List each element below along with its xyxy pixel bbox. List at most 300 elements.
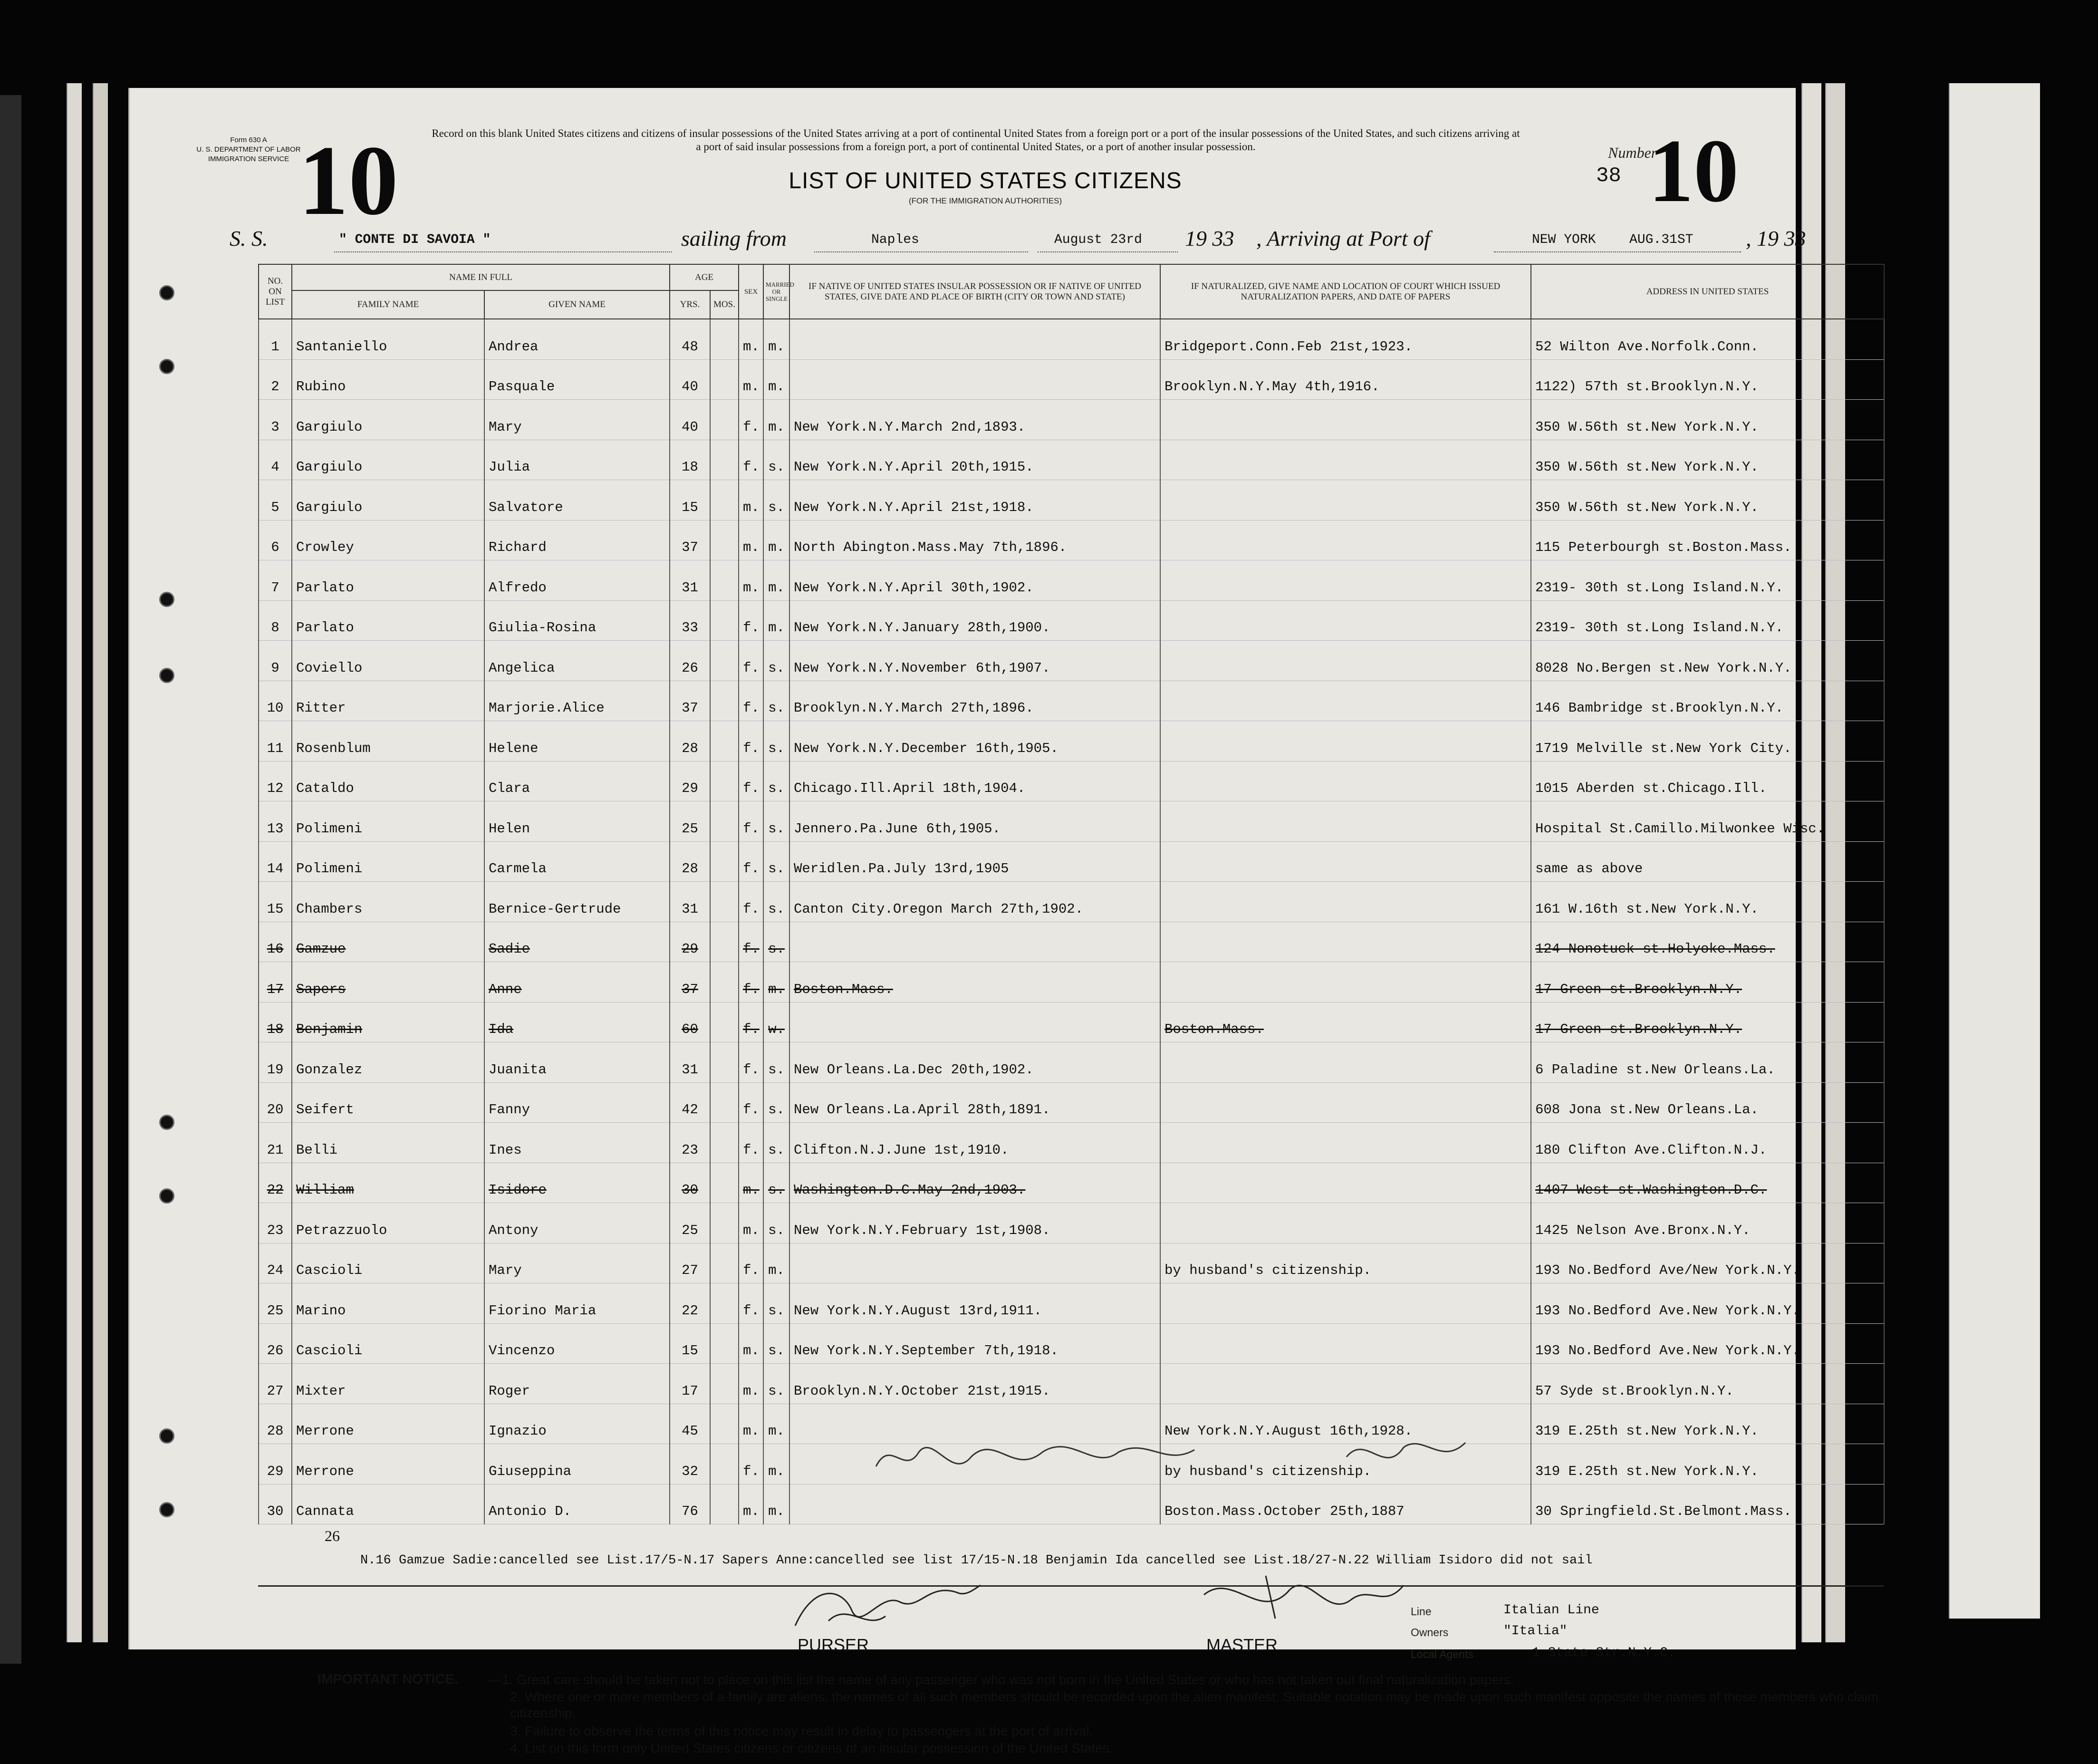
age-years: 45 xyxy=(670,1404,710,1444)
age-months xyxy=(710,882,739,922)
marital-status: s. xyxy=(763,761,789,801)
row-number: 7 xyxy=(259,560,292,601)
marital-status: m. xyxy=(763,1243,789,1283)
given-name: Clara xyxy=(484,761,670,801)
marital-status: m. xyxy=(763,520,789,560)
table-row xyxy=(259,1163,1884,1203)
sex: f. xyxy=(739,1042,763,1083)
age-years: 76 xyxy=(670,1484,710,1524)
age-years: 31 xyxy=(670,560,710,601)
age-years: 37 xyxy=(670,681,710,721)
record-instructions: Record on this blank United States citizens and citizens of insular possessions of the United States arriving at a port of continental United States from a foreign port or a port of the insular possessions of the United States, and such citizens arriving at a port of said insular possessions from a foreign port, a port of continental United States, or a port of another insular possession. xyxy=(432,127,1520,153)
page-edge-strip xyxy=(93,83,108,1642)
family-name: William xyxy=(292,1163,484,1203)
given-name: Carmela xyxy=(484,841,670,882)
marital-status: s. xyxy=(763,1203,789,1243)
signature-divider xyxy=(258,1585,1884,1587)
birth-place-date: New York.N.Y.December 16th,1905. xyxy=(789,721,1160,762)
underline xyxy=(1494,251,1741,252)
table-row xyxy=(259,1002,1884,1042)
marital-status: m. xyxy=(763,1444,789,1484)
given-name: Giuseppina xyxy=(484,1444,670,1484)
page-title: LIST OF UNITED STATES CITIZENS xyxy=(789,168,1182,193)
table-row xyxy=(259,359,1884,400)
master-label: MASTER xyxy=(1206,1635,1278,1655)
family-name: Merrone xyxy=(292,1404,484,1444)
birth-place-date: New Orleans.La.Dec 20th,1902. xyxy=(789,1042,1160,1083)
year-to: , 19 33 xyxy=(1746,226,1806,251)
age-months xyxy=(710,400,739,440)
family-name: Gonzalez xyxy=(292,1042,484,1083)
age-years: 60 xyxy=(670,1002,710,1042)
given-name: Roger xyxy=(484,1364,670,1404)
given-name: Ignazio xyxy=(484,1404,670,1444)
notice-item: 4. List on this form only United States citizens or citizens of an insular possession of the United States. xyxy=(510,1741,1113,1755)
age-months xyxy=(710,1042,739,1083)
age-years: 32 xyxy=(670,1444,710,1484)
family-name: Gargiulo xyxy=(292,480,484,521)
marital-status: m. xyxy=(763,400,789,440)
voyage-line xyxy=(230,226,1808,259)
line-value: Italian Line xyxy=(1503,1603,1599,1618)
sex: m. xyxy=(739,520,763,560)
age-months xyxy=(710,480,739,521)
us-address: 319 E.25th st.New York.N.Y. xyxy=(1531,1404,1884,1444)
naturalization xyxy=(1160,520,1531,560)
age-years: 29 xyxy=(670,761,710,801)
age-years: 25 xyxy=(670,801,710,842)
table-row xyxy=(259,1283,1884,1324)
family-name: Gargiulo xyxy=(292,400,484,440)
row-number: 27 xyxy=(259,1364,292,1404)
row-number: 5 xyxy=(259,480,292,521)
family-name: Chambers xyxy=(292,882,484,922)
naturalization: by husband's citizenship. xyxy=(1160,1444,1531,1484)
notice-item: —1. Great care should be taken not to place on this list the name of any passenger who was not born in the United States or who has not taken out final naturalization papers. xyxy=(489,1672,1514,1687)
naturalization: New York.N.Y.August 16th,1928. xyxy=(1160,1404,1531,1444)
row-number: 30 xyxy=(259,1484,292,1524)
owners-value: "Italia" xyxy=(1503,1624,1568,1639)
age-months xyxy=(710,560,739,601)
table-row xyxy=(259,560,1884,601)
age-years: 29 xyxy=(670,922,710,962)
us-address: 1122) 57th st.Brooklyn.N.Y. xyxy=(1531,359,1884,400)
punch-hole xyxy=(159,1428,174,1444)
age-years: 31 xyxy=(670,1042,710,1083)
passenger-table xyxy=(258,264,1885,1524)
family-name: Rubino xyxy=(292,359,484,400)
sex: f. xyxy=(739,600,763,641)
age-months xyxy=(710,1404,739,1444)
family-name: Mixter xyxy=(292,1364,484,1404)
table-row xyxy=(259,761,1884,801)
marital-status: m. xyxy=(763,319,789,359)
naturalization xyxy=(1160,480,1531,521)
sex: f. xyxy=(739,962,763,1002)
row-number: 20 xyxy=(259,1082,292,1123)
naturalization xyxy=(1160,922,1531,962)
age-months xyxy=(710,1484,739,1524)
us-address: 57 Syde st.Brooklyn.N.Y. xyxy=(1531,1364,1884,1404)
given-name: Juanita xyxy=(484,1042,670,1083)
us-address: 350 W.56th st.New York.N.Y. xyxy=(1531,440,1884,480)
age-months xyxy=(710,359,739,400)
marital-status: m. xyxy=(763,1404,789,1444)
us-address: 124 Nonotuck st.Holyoke.Mass. xyxy=(1531,922,1884,962)
table-row xyxy=(259,480,1884,521)
marital-status: s. xyxy=(763,1123,789,1163)
arriving-label: , Arriving at Port of xyxy=(1256,226,1430,251)
sex: m. xyxy=(739,1364,763,1404)
family-name: Cascioli xyxy=(292,1323,484,1364)
birth-place-date: Chicago.Ill.April 18th,1904. xyxy=(789,761,1160,801)
row-number: 19 xyxy=(259,1042,292,1083)
row-number: 13 xyxy=(259,801,292,842)
table-row xyxy=(259,962,1884,1002)
col-age: AGE xyxy=(670,264,739,290)
family-name: Gargiulo xyxy=(292,440,484,480)
given-name: Pasquale xyxy=(484,359,670,400)
birth-place-date xyxy=(789,359,1160,400)
row-number: 15 xyxy=(259,882,292,922)
family-name: Merrone xyxy=(292,1444,484,1484)
given-name: Angelica xyxy=(484,641,670,681)
table-row xyxy=(259,1364,1884,1404)
row-number: 11 xyxy=(259,721,292,762)
col-yrs: YRS. xyxy=(670,290,710,319)
sex: f. xyxy=(739,841,763,882)
birth-place-date: Washington.D.C.May 2nd,1903. xyxy=(789,1163,1160,1203)
sex: f. xyxy=(739,922,763,962)
table-row xyxy=(259,641,1884,681)
table-row xyxy=(259,440,1884,480)
age-years: 28 xyxy=(670,721,710,762)
family-name: Rosenblum xyxy=(292,721,484,762)
family-name: Cascioli xyxy=(292,1243,484,1283)
row-number: 10 xyxy=(259,681,292,721)
sex: f. xyxy=(739,1082,763,1123)
us-address: 146 Bambridge st.Brooklyn.N.Y. xyxy=(1531,681,1884,721)
agents-value: 1 State Str.N.Y.C. xyxy=(1532,1646,1676,1660)
underline xyxy=(334,251,672,252)
family-name: Polimeni xyxy=(292,841,484,882)
row-number: 16 xyxy=(259,922,292,962)
total-count: 26 xyxy=(325,1527,340,1544)
marital-status: s. xyxy=(763,1323,789,1364)
us-address: 180 Clifton Ave.Clifton.N.J. xyxy=(1531,1123,1884,1163)
birth-place-date: Boston.Mass. xyxy=(789,962,1160,1002)
us-address: 1015 Aberden st.Chicago.Ill. xyxy=(1531,761,1884,801)
sex: m. xyxy=(739,359,763,400)
marital-status: m. xyxy=(763,962,789,1002)
age-years: 33 xyxy=(670,600,710,641)
sex: m. xyxy=(739,1323,763,1364)
birth-place-date: New York.N.Y.February 1st,1908. xyxy=(789,1203,1160,1243)
age-months xyxy=(710,1243,739,1283)
naturalization: Brooklyn.N.Y.May 4th,1916. xyxy=(1160,359,1531,400)
sex: f. xyxy=(739,681,763,721)
us-address: 193 No.Bedford Ave.New York.N.Y. xyxy=(1531,1323,1884,1364)
us-address: 1425 Nelson Ave.Bronx.N.Y. xyxy=(1531,1203,1884,1243)
col-address: ADDRESS IN UNITED STATES xyxy=(1531,264,1884,319)
marital-status: s. xyxy=(763,641,789,681)
age-months xyxy=(710,1323,739,1364)
list-number-stamp: 10 xyxy=(1648,121,1739,221)
sex: m. xyxy=(739,1484,763,1524)
line-label: Line xyxy=(1411,1605,1432,1618)
us-address: same as above xyxy=(1531,841,1884,882)
age-months xyxy=(710,681,739,721)
given-name: Alfredo xyxy=(484,560,670,601)
row-number: 8 xyxy=(259,600,292,641)
naturalization xyxy=(1160,681,1531,721)
col-given-name: GIVEN NAME xyxy=(484,290,670,319)
table-row xyxy=(259,841,1884,882)
naturalization xyxy=(1160,761,1531,801)
manifest-page xyxy=(128,88,1879,1755)
given-name: Ida xyxy=(484,1002,670,1042)
row-number: 21 xyxy=(259,1123,292,1163)
age-years: 15 xyxy=(670,1323,710,1364)
age-years: 30 xyxy=(670,1163,710,1203)
punch-hole xyxy=(159,1188,174,1204)
age-months xyxy=(710,962,739,1002)
family-name: Gamzue xyxy=(292,922,484,962)
row-number: 25 xyxy=(259,1283,292,1324)
table-row xyxy=(259,1203,1884,1243)
row-number: 24 xyxy=(259,1243,292,1283)
row-number: 17 xyxy=(259,962,292,1002)
family-name: Petrazzuolo xyxy=(292,1203,484,1243)
age-months xyxy=(710,641,739,681)
birth-place-date: New York.N.Y.April 30th,1902. xyxy=(789,560,1160,601)
given-name: Anne xyxy=(484,962,670,1002)
age-years: 23 xyxy=(670,1123,710,1163)
col-family-name: FAMILY NAME xyxy=(292,290,484,319)
table-row xyxy=(259,1042,1884,1083)
date-to: AUG.31ST xyxy=(1629,232,1694,247)
table-row xyxy=(259,1243,1884,1283)
row-number: 22 xyxy=(259,1163,292,1203)
naturalization: by husband's citizenship. xyxy=(1160,1243,1531,1283)
age-months xyxy=(710,1444,739,1484)
naturalization xyxy=(1160,841,1531,882)
col-mos: MOS. xyxy=(710,290,739,319)
family-name: Cataldo xyxy=(292,761,484,801)
marital-status: s. xyxy=(763,1042,789,1083)
sex: m. xyxy=(739,1404,763,1444)
master-signature xyxy=(1194,1566,1413,1630)
family-name: Polimeni xyxy=(292,801,484,842)
marital-status: s. xyxy=(763,1283,789,1324)
punch-hole xyxy=(159,592,174,607)
form-number-stamp-left: 10 xyxy=(298,125,398,236)
col-no: NO. ON LIST xyxy=(259,264,292,319)
table-row xyxy=(259,721,1884,762)
naturalization xyxy=(1160,1123,1531,1163)
given-name: Vincenzo xyxy=(484,1323,670,1364)
marital-status: s. xyxy=(763,882,789,922)
us-address: 17 Green st.Brooklyn.N.Y. xyxy=(1531,962,1884,1002)
row-number: 12 xyxy=(259,761,292,801)
us-address: 2319- 30th st.Long Island.N.Y. xyxy=(1531,560,1884,601)
given-name: Fanny xyxy=(484,1082,670,1123)
table-row xyxy=(259,600,1884,641)
naturalization xyxy=(1160,1283,1531,1324)
birth-place-date: New York.N.Y.September 7th,1918. xyxy=(789,1323,1160,1364)
age-months xyxy=(710,600,739,641)
marital-status: s. xyxy=(763,480,789,521)
birth-place-date: Canton City.Oregon March 27th,1902. xyxy=(789,882,1160,922)
marital-status: s. xyxy=(763,801,789,842)
birth-place-date: North Abington.Mass.May 7th,1896. xyxy=(789,520,1160,560)
punch-hole xyxy=(159,1502,174,1517)
given-name: Richard xyxy=(484,520,670,560)
family-name: Ritter xyxy=(292,681,484,721)
officer-signature xyxy=(871,1424,1489,1490)
given-name: Bernice-Gertrude xyxy=(484,882,670,922)
birth-place-date: New York.N.Y.August 13rd,1911. xyxy=(789,1283,1160,1324)
ss-label: S. S. xyxy=(230,226,268,251)
age-years: 40 xyxy=(670,359,710,400)
age-years: 42 xyxy=(670,1082,710,1123)
purser-label: PURSER xyxy=(798,1635,869,1655)
family-name: Parlato xyxy=(292,600,484,641)
col-name-in-full: NAME IN FULL xyxy=(292,264,670,290)
age-years: 17 xyxy=(670,1364,710,1404)
birth-place-date xyxy=(789,1243,1160,1283)
sex: f. xyxy=(739,882,763,922)
us-address: 161 W.16th st.New York.N.Y. xyxy=(1531,882,1884,922)
age-months xyxy=(710,520,739,560)
naturalization: Boston.Mass.October 25th,1887 xyxy=(1160,1484,1531,1524)
us-address: 52 Wilton Ave.Norfolk.Conn. xyxy=(1531,319,1884,359)
naturalization xyxy=(1160,962,1531,1002)
birth-place-date: New Orleans.La.April 28th,1891. xyxy=(789,1082,1160,1123)
us-address: 319 E.25th st.New York.N.Y. xyxy=(1531,1444,1884,1484)
given-name: Antonio D. xyxy=(484,1484,670,1524)
us-address: 2319- 30th st.Long Island.N.Y. xyxy=(1531,600,1884,641)
age-months xyxy=(710,1002,739,1042)
family-name: Seifert xyxy=(292,1082,484,1123)
row-number: 1 xyxy=(259,319,292,359)
given-name: Marjorie.Alice xyxy=(484,681,670,721)
age-years: 25 xyxy=(670,1203,710,1243)
age-years: 27 xyxy=(670,1243,710,1283)
col-native: IF NATIVE OF UNITED STATES INSULAR POSSESSION OR IF NATIVE OF UNITED STATES, GIVE DATE AND PLACE OF BIRTH (CITY OR TOWN AND STATE) xyxy=(789,264,1160,319)
family-name: Crowley xyxy=(292,520,484,560)
given-name: Helen xyxy=(484,801,670,842)
number-label: Number xyxy=(1608,144,1657,161)
us-address: 350 W.56th st.New York.N.Y. xyxy=(1531,480,1884,521)
age-years: 28 xyxy=(670,841,710,882)
sex: f. xyxy=(739,721,763,762)
birth-place-date: Brooklyn.N.Y.October 21st,1915. xyxy=(789,1364,1160,1404)
age-months xyxy=(710,761,739,801)
us-address: 6 Paladine st.New Orleans.La. xyxy=(1531,1042,1884,1083)
table-row xyxy=(259,681,1884,721)
us-address: 193 No.Bedford Ave.New York.N.Y. xyxy=(1531,1283,1884,1324)
sex: m. xyxy=(739,560,763,601)
punch-hole xyxy=(159,668,174,683)
given-name: Giulia-Rosina xyxy=(484,600,670,641)
marital-status: s. xyxy=(763,1163,789,1203)
family-name: Coviello xyxy=(292,641,484,681)
sex: m. xyxy=(739,480,763,521)
row-number: 3 xyxy=(259,400,292,440)
row-number: 9 xyxy=(259,641,292,681)
given-name: Mary xyxy=(484,1243,670,1283)
age-months xyxy=(710,1203,739,1243)
passenger-rows xyxy=(259,319,1884,1524)
us-address: 1407 West st.Washington.D.C. xyxy=(1531,1163,1884,1203)
col-sex: SEX xyxy=(739,264,763,319)
given-name: Julia xyxy=(484,440,670,480)
sex: f. xyxy=(739,1243,763,1283)
naturalization xyxy=(1160,641,1531,681)
birth-place-date: New York.N.Y.April 21st,1918. xyxy=(789,480,1160,521)
birth-place-date xyxy=(789,319,1160,359)
marital-status: w. xyxy=(763,1002,789,1042)
list-number-handwritten: 38 xyxy=(1596,164,1621,188)
naturalization xyxy=(1160,1364,1531,1404)
row-number: 18 xyxy=(259,1002,292,1042)
marital-status: m. xyxy=(763,600,789,641)
naturalization xyxy=(1160,400,1531,440)
age-years: 22 xyxy=(670,1283,710,1324)
us-address: 8028 No.Bergen st.New York.N.Y. xyxy=(1531,641,1884,681)
naturalization xyxy=(1160,440,1531,480)
birth-place-date: Jennero.Pa.June 6th,1905. xyxy=(789,801,1160,842)
marital-status: s. xyxy=(763,721,789,762)
family-name: Marino xyxy=(292,1283,484,1324)
naturalization xyxy=(1160,882,1531,922)
sex: f. xyxy=(739,761,763,801)
table-row xyxy=(259,520,1884,560)
table-row xyxy=(259,319,1884,359)
birth-place-date: Weridlen.Pa.July 13rd,1905 xyxy=(789,841,1160,882)
birth-place-date: New York.N.Y.January 28th,1900. xyxy=(789,600,1160,641)
underline xyxy=(814,251,1028,252)
sex: f. xyxy=(739,400,763,440)
marital-status: s. xyxy=(763,1082,789,1123)
naturalization xyxy=(1160,1163,1531,1203)
age-years: 26 xyxy=(670,641,710,681)
row-number: 29 xyxy=(259,1444,292,1484)
naturalization xyxy=(1160,1082,1531,1123)
age-months xyxy=(710,721,739,762)
sex: f. xyxy=(739,1444,763,1484)
agents-label: Local Agents xyxy=(1411,1648,1473,1660)
sex: f. xyxy=(739,440,763,480)
marital-status: s. xyxy=(763,922,789,962)
birth-place-date: New York.N.Y.April 20th,1915. xyxy=(789,440,1160,480)
birth-place-date: Clifton.N.J.June 1st,1910. xyxy=(789,1123,1160,1163)
naturalization: Boston.Mass. xyxy=(1160,1002,1531,1042)
table-row xyxy=(259,922,1884,962)
sex: m. xyxy=(739,1163,763,1203)
row-number: 2 xyxy=(259,359,292,400)
age-years: 40 xyxy=(670,400,710,440)
marital-status: m. xyxy=(763,560,789,601)
age-years: 48 xyxy=(670,319,710,359)
sex: f. xyxy=(739,1283,763,1324)
age-years: 37 xyxy=(670,962,710,1002)
age-months xyxy=(710,922,739,962)
given-name: Helene xyxy=(484,721,670,762)
sex: m. xyxy=(739,1203,763,1243)
notice-item: 3. Failure to observe the terms of this notice may result in delay to passengers at the port of arrival. xyxy=(510,1724,1093,1738)
